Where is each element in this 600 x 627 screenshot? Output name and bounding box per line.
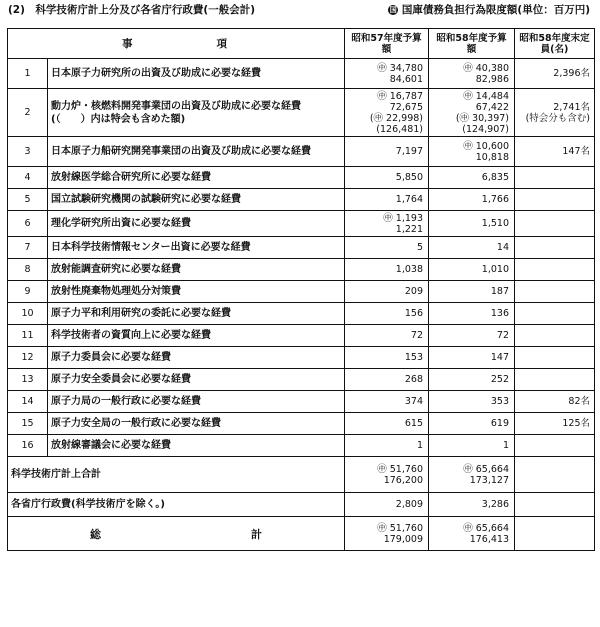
fy57-cell — [345, 413, 429, 435]
staff-cell — [515, 369, 595, 391]
fy57-cell-value: (126,481) — [376, 123, 423, 135]
staff-cell — [515, 167, 595, 189]
row-item-name: 日本原子力船研究開発事業団の出資及び助成に必要な経費 — [48, 137, 345, 167]
row-number: 11 — [8, 325, 48, 347]
subtotal-fy57-cell-value: ㊥ 51,760 — [377, 463, 423, 475]
row-item-name: 国立試験研究機関の試験研究に必要な経費 — [48, 189, 345, 211]
fy57-cell — [345, 167, 429, 189]
total-label — [8, 517, 345, 551]
total-label-a: 総 — [90, 527, 101, 541]
row-item-name: 動力炉・核燃料開発事業団の出資及び助成に必要な経費 (（ ）内は特会も含めた額) — [48, 89, 345, 137]
fy58-cell — [429, 189, 515, 211]
row-item-name: 原子力安全委員会に必要な経費 — [48, 369, 345, 391]
row-item-name: 原子力平和利用研究の委託に必要な経費 — [48, 303, 345, 325]
header-staff: 昭和58年度末定員(名) — [515, 29, 595, 59]
fy58-cell — [429, 435, 515, 457]
fy58-cell-value: 136 — [490, 308, 509, 319]
total-fy58-cell — [429, 517, 515, 551]
fy57-cell-value: 615 — [404, 418, 423, 429]
fy57-cell-value: 1,038 — [395, 264, 423, 275]
fy58-cell — [429, 89, 515, 137]
fy58-cell-value: 619 — [490, 418, 509, 429]
table-row — [8, 167, 595, 189]
fy57-cell — [345, 237, 429, 259]
total-fy57-cell-value: ㊥ 51,760 — [377, 522, 423, 534]
ministries-row — [8, 493, 595, 517]
fy58-cell — [429, 391, 515, 413]
table-row — [8, 259, 595, 281]
ministries-staff-cell — [515, 493, 595, 517]
total-fy58-cell-value: 176,413 — [469, 533, 509, 545]
table-row — [8, 413, 595, 435]
staff-cell — [515, 259, 595, 281]
caption-title: (2) 科学技術庁計上分及び各省庁行政費(一般会計) — [8, 4, 256, 16]
fy58-cell — [429, 303, 515, 325]
fy58-cell — [429, 167, 515, 189]
fy57-cell-value: 209 — [404, 286, 423, 297]
header-item: 事 項 — [8, 29, 345, 59]
table-caption — [8, 2, 594, 18]
staff-cell — [515, 435, 595, 457]
table-row — [8, 369, 595, 391]
table-body — [8, 59, 595, 551]
total-fy58-cell-value: ㊥ 65,664 — [463, 522, 509, 534]
fy58-cell-value: 14 — [496, 242, 509, 253]
row-number: 15 — [8, 413, 48, 435]
row-number: 4 — [8, 167, 48, 189]
row-number: 10 — [8, 303, 48, 325]
row-number: 8 — [8, 259, 48, 281]
staff-cell: 2,741名 (特会分も含む) — [515, 89, 595, 137]
fy57-cell-value: (㊥ 22,998) — [369, 112, 423, 124]
table-row — [8, 137, 595, 167]
fy58-cell — [429, 325, 515, 347]
ministries-fy58-cell — [429, 493, 515, 517]
table-row — [8, 89, 595, 137]
table-row — [8, 347, 595, 369]
row-number: 3 — [8, 137, 48, 167]
total-row — [8, 517, 595, 551]
fy57-cell-value: 1,764 — [395, 194, 423, 205]
staff-cell — [515, 189, 595, 211]
fy58-cell-value: 82,986 — [475, 73, 509, 85]
row-number: 6 — [8, 211, 48, 237]
row-number: 12 — [8, 347, 48, 369]
fy57-cell-value: 5,850 — [395, 172, 423, 183]
staff-cell — [515, 237, 595, 259]
row-item-name: 放射線医学総合研究所に必要な経費 — [48, 167, 345, 189]
table-row — [8, 435, 595, 457]
fy57-cell-value: 72,675 — [389, 101, 423, 113]
caption-legend-text: 国庫債務負担行為限度額(単位：百万円) — [401, 4, 590, 16]
fy58-cell-value: 1,510 — [481, 218, 509, 229]
fy57-cell — [345, 59, 429, 89]
header-row — [8, 29, 595, 59]
row-item-name: 放射線審議会に必要な経費 — [48, 435, 345, 457]
row-number: 1 — [8, 59, 48, 89]
fy58-cell — [429, 137, 515, 167]
fy58-cell-value: 1,010 — [481, 264, 509, 275]
staff-cell — [515, 325, 595, 347]
staff-cell — [515, 281, 595, 303]
row-item-name: 原子力安全局の一般行政に必要な経費 — [48, 413, 345, 435]
fy58-cell-value: ㊥ 10,600 — [463, 140, 509, 152]
fy57-cell — [345, 281, 429, 303]
fy57-cell-value: 1 — [416, 440, 423, 451]
fy58-cell — [429, 237, 515, 259]
fy58-cell-value: 187 — [490, 286, 509, 297]
fy57-cell-value: 7,197 — [395, 146, 423, 157]
row-number: 5 — [8, 189, 48, 211]
fy57-cell-value: ㊥ 34,780 — [377, 62, 423, 74]
fy57-cell-value: 1,221 — [395, 223, 423, 235]
total-fy57-cell-value: 179,009 — [383, 533, 423, 545]
fy58-cell-value: 252 — [490, 374, 509, 385]
fy58-cell-value: 147 — [490, 352, 509, 363]
fy57-cell — [345, 137, 429, 167]
total-label-b: 計 — [251, 527, 262, 541]
fy57-cell-value: ㊥ 16,787 — [377, 90, 423, 102]
fy57-cell — [345, 347, 429, 369]
subtotal-fy58-cell — [429, 457, 515, 493]
ministries-fy57-cell — [345, 493, 429, 517]
fy58-cell-value: (124,907) — [462, 123, 509, 135]
subtotal-fy57-cell-value: 176,200 — [383, 474, 423, 486]
fy58-cell — [429, 281, 515, 303]
table-row — [8, 391, 595, 413]
fy58-cell-value: 72 — [496, 330, 509, 341]
staff-cell — [515, 347, 595, 369]
row-item-name: 放射性廃棄物処理処分対策費 — [48, 281, 345, 303]
subtotal-staff-cell — [515, 457, 595, 493]
row-number: 14 — [8, 391, 48, 413]
row-number: 9 — [8, 281, 48, 303]
fy57-cell — [345, 189, 429, 211]
fy57-cell — [345, 325, 429, 347]
fy57-cell — [345, 391, 429, 413]
fy58-cell-value: 6,835 — [481, 172, 509, 183]
row-item-name: 放射能調査研究に必要な経費 — [48, 259, 345, 281]
staff-cell: 2,396名 — [515, 59, 595, 89]
fy57-cell-value: 374 — [404, 396, 423, 407]
fy58-cell — [429, 59, 515, 89]
fy58-cell — [429, 369, 515, 391]
staff-cell: 147名 — [515, 137, 595, 167]
subtotal-row — [8, 457, 595, 493]
staff-cell — [515, 211, 595, 237]
fy57-cell — [345, 211, 429, 237]
subtotal-fy57-cell — [345, 457, 429, 493]
table-row — [8, 59, 595, 89]
fy58-cell-value: ㊥ 40,380 — [463, 62, 509, 74]
budget-table — [7, 28, 595, 551]
fy57-cell — [345, 303, 429, 325]
fy58-cell — [429, 259, 515, 281]
debt-mark-icon: 国 — [389, 6, 397, 14]
row-item-name: 科学技術者の資質向上に必要な経費 — [48, 325, 345, 347]
fy57-cell — [345, 89, 429, 137]
fy58-cell-value: 1,766 — [481, 194, 509, 205]
row-item-name: 原子力局の一般行政に必要な経費 — [48, 391, 345, 413]
row-item-name: 日本原子力研究所の出資及び助成に必要な経費 — [48, 59, 345, 89]
row-item-name: 理化学研究所出資に必要な経費 — [48, 211, 345, 237]
subtotal-label: 科学技術庁計上合計 — [8, 457, 345, 493]
fy58-cell-value: 67,422 — [475, 101, 509, 113]
fy58-cell-value: 1 — [502, 440, 509, 451]
fy58-cell-value: (㊥ 30,397) — [455, 112, 509, 124]
fy58-cell — [429, 413, 515, 435]
fy57-cell — [345, 259, 429, 281]
fy57-cell-value: 84,601 — [389, 73, 423, 85]
fy57-cell-value: 72 — [410, 330, 423, 341]
ministries-fy57-cell-value: 2,809 — [395, 499, 423, 510]
row-item-name: 原子力委員会に必要な経費 — [48, 347, 345, 369]
row-number: 13 — [8, 369, 48, 391]
caption-legend — [388, 2, 590, 17]
table-row — [8, 303, 595, 325]
subtotal-fy58-cell-value: 173,127 — [469, 474, 509, 486]
fy58-cell — [429, 211, 515, 237]
fy57-cell-value: ㊥ 1,193 — [383, 212, 423, 224]
table-row — [8, 237, 595, 259]
subtotal-fy58-cell-value: ㊥ 65,664 — [463, 463, 509, 475]
fy58-cell — [429, 347, 515, 369]
total-staff-cell — [515, 517, 595, 551]
row-number: 2 — [8, 89, 48, 137]
ministries-label: 各省庁行政費(科学技術庁を除く。) — [8, 493, 345, 517]
fy57-cell — [345, 369, 429, 391]
fy58-cell-value: 10,818 — [475, 151, 509, 163]
fy58-cell-value: ㊥ 14,484 — [463, 90, 509, 102]
fy57-cell — [345, 435, 429, 457]
row-item-name: 日本科学技術情報センター出資に必要な経費 — [48, 237, 345, 259]
table-row — [8, 325, 595, 347]
fy57-cell-value: 156 — [404, 308, 423, 319]
header-fy57: 昭和57年度予算額 — [345, 29, 429, 59]
fy58-cell-value: 353 — [490, 396, 509, 407]
fy57-cell-value: 153 — [404, 352, 423, 363]
row-number: 16 — [8, 435, 48, 457]
ministries-fy58-cell-value: 3,286 — [481, 499, 509, 510]
header-fy58: 昭和58年度予算額 — [429, 29, 515, 59]
staff-cell: 82名 — [515, 391, 595, 413]
total-fy57-cell — [345, 517, 429, 551]
fy57-cell-value: 268 — [404, 374, 423, 385]
fy57-cell-value: 5 — [416, 242, 423, 253]
table-row — [8, 211, 595, 237]
row-number: 7 — [8, 237, 48, 259]
table-row — [8, 281, 595, 303]
staff-cell: 125名 — [515, 413, 595, 435]
table-row — [8, 189, 595, 211]
staff-cell — [515, 303, 595, 325]
